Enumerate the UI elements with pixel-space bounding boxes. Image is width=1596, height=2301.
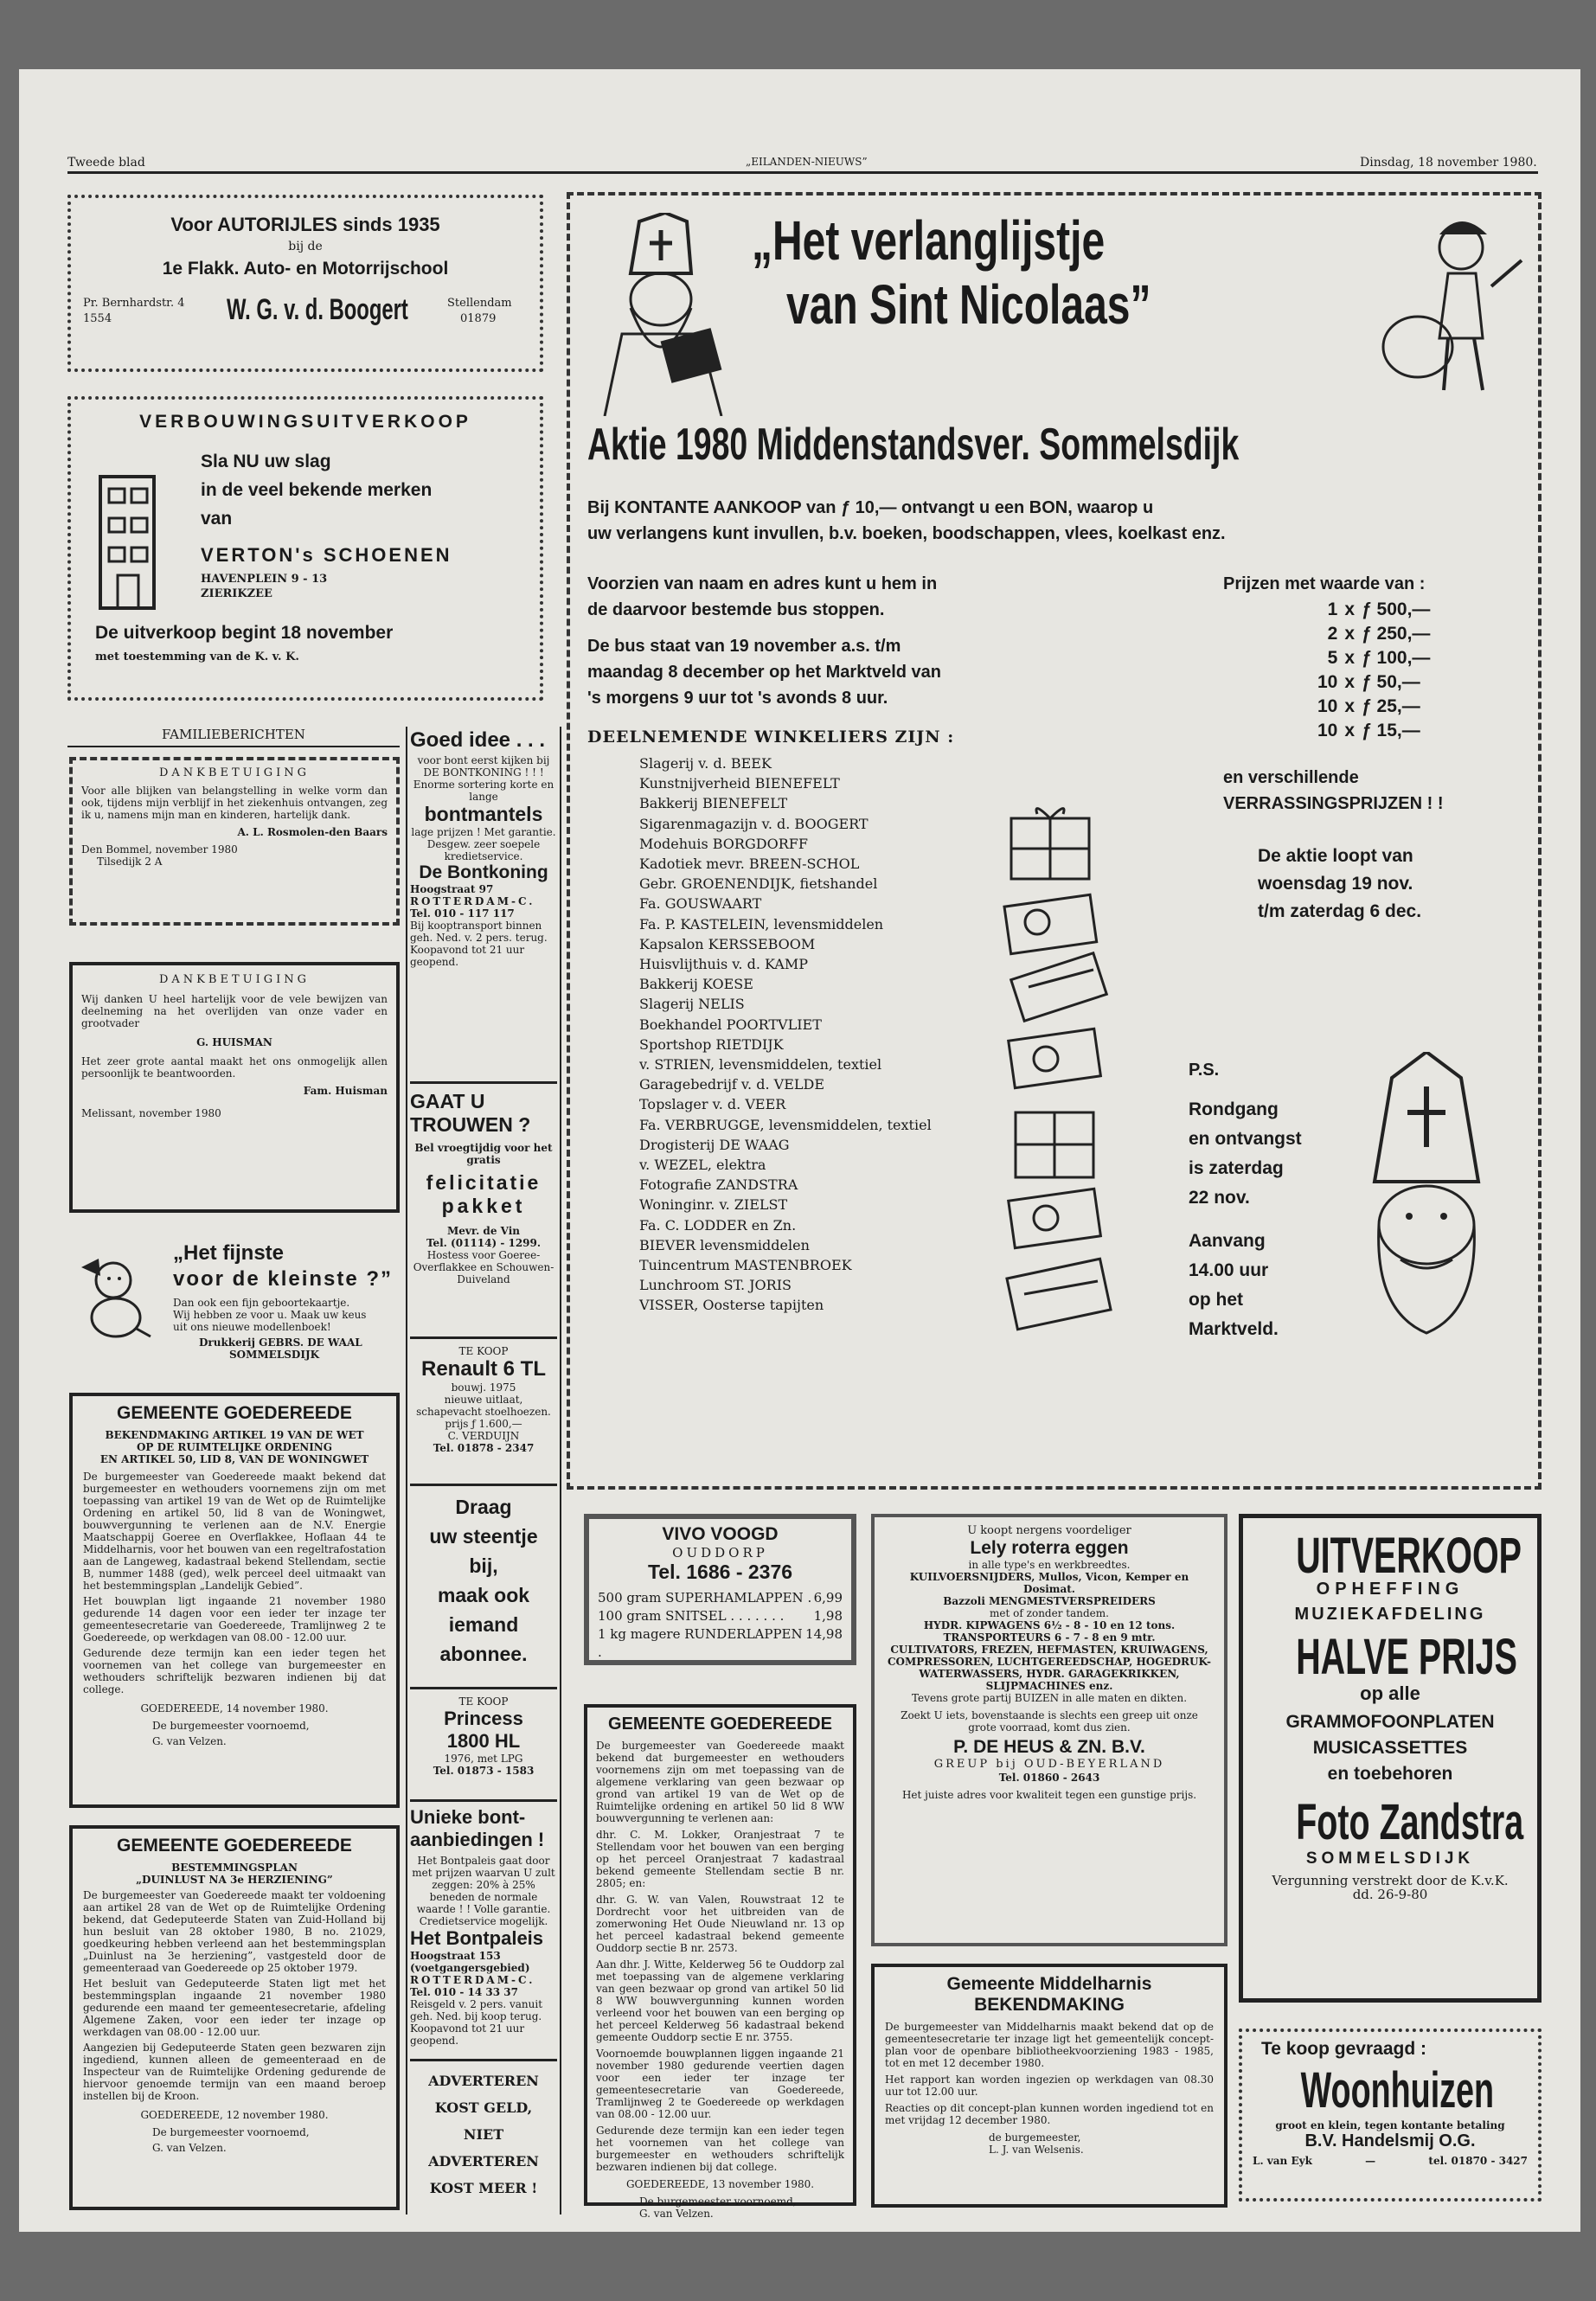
shop-item: Woninginr. v. ZIELST [639,1196,788,1214]
newspaper-page [19,69,1580,2232]
prize-times: x [1344,721,1356,740]
goedidee-t1: voor bont eerst kijken bij DE BONTKONING ! ! ! [417,754,550,779]
sint-intro2: uw verlangens kunt invullen, b.v. boeken, boodschappen, vlees, koelkast enz. [587,524,1226,543]
roterra-t12: GREUP bij OUD-BEYERLAND [933,1758,1165,1771]
goedidee-t2: Enorme sortering korte en lange [413,779,554,803]
goedidee-t3: lage prijzen ! Met garantie. Desgew. zeer soepele kredietservice. [411,826,556,862]
uitverkoop-t7: MUSICASSETTES [1312,1738,1468,1758]
renault-t4: nieuwe uitlaat, [444,1394,523,1406]
trouwen-t2: TROUWEN ? [410,1113,531,1136]
dankbetuiging-2 [69,962,400,1213]
autorijles-left-addr: Pr. Bernhardstr. 4 [83,297,185,310]
fijnste-t3: uit ons nieuwe modellenboek! [173,1321,331,1333]
ad-geboortekaartje [69,1233,400,1375]
vivo-items [598,1589,843,1662]
prize-row [1314,695,1433,719]
prize-table [1314,598,1433,743]
woonhuizen-t5: L. van Eyk [1253,2155,1312,2167]
dankbetuiging-1 [69,757,400,926]
roterra-t8: TRANSPORTEURS 6 - 7 - 8 en 9 mtr. [943,1631,1156,1644]
dank2-text: Wij danken U heel hartelijk voor de vele bewijzen van deelneming na het overlijden van onze vader en grootvader [81,993,388,1029]
woonhuizen-t7: tel. 01870 - 3427 [1428,2155,1528,2167]
princess-t5: Tel. 01873 - 1583 [433,1765,535,1777]
prize-verr2: VERRASSINGSPRIJZEN ! ! [1223,794,1444,813]
ps-8: Marktveld. [1189,1319,1279,1339]
zwarte-piet-icon [1379,208,1535,399]
shop-item: Kapsalon KERSSEBOOM [639,935,816,952]
vivo-item-name: 500 gram SUPERHAMLAPPEN . [598,1590,812,1606]
notice-goedereede-3 [584,1704,856,2220]
familie-title: FAMILIEBERICHTEN [162,727,305,742]
goed1-title: GEMEENTE GOEDEREEDE [117,1403,352,1423]
shop-item: Tuincentrum MASTENBROEK [639,1257,852,1274]
shop-item: Fa. P. KASTELEIN, levensmiddelen [639,915,884,933]
goed3-p5: Voornoemde bouwplannen liggen ingaande 21 november 1980 gedurende veertien dagen voor een ieder ter inzage ter gemeentesecretarie van Goedereede, Tramlijnweg 2 te Goedereede op werkdagen van 08.00 - 12.00 uur. [596,2048,844,2120]
shop-item: BIEVER levensmiddelen [639,1236,810,1253]
trouwen-t3: Bel vroegtijdig voor het gratis [414,1142,553,1166]
autorijles-line2: bij de [288,240,323,253]
sint-deel: DEELNEMENDE WINKELIERS ZIJN : [587,727,955,747]
middelharnis-t2: BEKENDMAKING [974,1995,1125,2015]
goed3-p3: dhr. G. W. van Valen, Rouwstraat 12 te Dordrecht voor het uitbreiden van de zomerwoning Het Oude Nieuwland nr. 13 op het perceel kadastraal bekend gemeente Ouddorp sectie B nr. 2573. [596,1894,844,1954]
middelharnis-s2: L. J. van Welsenis. [989,2144,1084,2156]
shop-item: Fa. VERBRUGGE, levensmiddelen, textiel [639,1116,932,1133]
dank2-title: DANKBETUIGING [159,973,310,986]
shop-item: Boekhandel POORTVLIET [639,1016,822,1033]
ad-vivo-voogd [584,1514,856,1665]
uitverkoop-t6: GRAMMOFOONPLATEN [1285,1712,1495,1732]
goed1-sub1: BEKENDMAKING ARTIKEL 19 VAN DE WET [105,1429,364,1441]
goed2-title: GEMEENTE GOEDEREEDE [117,1836,352,1856]
shop-item: Kadotiek mevr. BREEN-SCHOL [639,856,860,873]
sint-intro1: Bij KONTANTE AANKOOP van ƒ 10,— ontvangt u een BON, waarop u [587,498,1154,517]
goed2-s1: De burgemeester voornoemd, [152,2126,310,2138]
prize-row [1314,646,1433,670]
ps-5: Aanvang [1189,1231,1266,1251]
uitverkoop-t8: en toebehoren [1327,1764,1453,1784]
goed3-p6: Gedurende deze termijn kan een ieder tegen het voornemen van het college van burgemeester en wethouders schriftelijk bezwaren indienen bij dat college. [596,2125,844,2173]
loopt-1: De aktie loopt van [1258,846,1413,866]
uitverkoop-t2: OPHEFFING [1316,1580,1465,1599]
ad-trouwen [410,1090,557,1341]
middelharnis-s1: de burgemeester, [989,2131,1081,2144]
middelharnis-p3: Reacties op dit concept-plan kunnen worden ingediend tot en met vrijdag 12 december 1980. [885,2102,1214,2126]
roterra-t1: U koopt nergens voordeliger [967,1524,1131,1537]
ps-1: Rondgang [1189,1099,1279,1119]
goed2-p3: Aangezien bij Gedeputeerde Staten geen bezwaren zijn ingediend, kunnen alleen de gemeenteraad en de Inspecteur van de Ruimtelijke Ordening gedurende de hiervoor genoemde termijn van een maand beroep instellen bij de Kroon. [83,2041,386,2102]
column-rule-2 [560,727,561,2214]
goedidee-big: bontmantels [424,803,543,825]
verbouwing-addr2: ZIERIKZEE [201,587,272,600]
vivo-item [598,1607,843,1625]
ad-renault [410,1345,557,1484]
autorijles-line1: Voor AUTORIJLES sinds 1935 [170,214,440,235]
ps-6: 14.00 uur [1189,1260,1269,1280]
uitverkoop-t9: Foto Zandstra [1296,1794,1524,1850]
prize-times: x [1344,672,1356,692]
ad-adverteren [410,2067,557,2206]
goed3-s1: De burgemeester voornoemd, [639,2195,797,2208]
goed1-p1: De burgemeester van Goedereede maakt bekend dat burgemeester en wethouders voornemens zijn om met toepassing van artikel 19 van de Wet op de Ruimtelijke Ordening en artikel 50, lid 8 van de Woningwet, bouwvergunning te verlenen aan de N.V. Energie Maatschappij Goeree en Overflakkee, Hoflaan 44 te Middelharnis, voor het bouwen van een regeltrafostation aan de Langeweg, kadastraal bekend Stellendam, sectie B, nummer 1488 (ged), welk perceel deel uitmaakt van het bestemmingsplan „Landelijk Gebied”. [83,1471,386,1592]
sinterklaas-icon [587,213,734,416]
vivo-item-price: 6,99 [813,1590,843,1606]
sint-title2: van Sint Nicolaas” [786,273,1151,336]
goed2-sub1: BESTEMMINGSPLAN [171,1862,298,1874]
sep-6 [410,2059,557,2061]
shop-item: Sportshop RIETDIJK [639,1035,784,1053]
ad-bontkoning [410,728,557,1074]
middelharnis-t1: Gemeente Middelharnis [946,1974,1152,1994]
uitverkoop-t4: HALVE PRIJS [1296,1629,1517,1685]
prize-row [1314,598,1433,622]
draag-l1: Draag [455,1496,512,1518]
goed1-date: GOEDEREEDE, 14 november 1980. [140,1702,329,1715]
ps-label: P.S. [1189,1061,1220,1080]
goed3-p2: dhr. C. M. Lokker, Oranjestraat 7 te Stellendam voor het bouwen van een berging op het perceel Oranjestraat 7 kadastraal bekend gemeente Stellendam sectie B nr. 2805; en: [596,1829,844,1889]
notice-goedereede-1 [69,1393,400,1808]
goed1-s1: De burgemeester voornoemd, [152,1720,310,1732]
loopt-2: woensdag 19 nov. [1258,874,1413,894]
goed2-s2: G. van Velzen. [152,2142,227,2154]
renault-t2: Renault 6 TL [420,1357,546,1381]
sep-1 [410,1081,557,1084]
bontpaleis-t2: Reisgeld v. 2 pers. vanuit geh. Ned. bij koop terug. Koopavond tot 21 uur geopend. [410,1998,543,2047]
autorijles-left-tel: 1554 [83,312,112,325]
shop-list [639,753,951,1316]
sint-b2: maandag 8 december op het Marktveld van [587,663,942,682]
vivo-item [598,1589,843,1607]
roterra-t10: Tevens grote partij BUIZEN in alle maten en dikten. [911,1692,1188,1704]
sep-3 [410,1484,557,1486]
draag-l2: uw steentje [429,1525,538,1548]
renault-t8: Tel. 01878 - 2347 [433,1442,535,1454]
header-rule [67,171,1538,174]
goed3-s2: G. van Velzen. [639,2208,714,2220]
header-center: „EILANDEN-NIEUWS” [746,156,868,168]
shop-item: Garagebedrijf v. d. VELDE [639,1076,824,1093]
prize-row [1314,719,1433,743]
princess-t3: 1800 HL [446,1730,521,1752]
woonhuizen-t3: groot en klein, tegen kontante betaling [1275,2119,1505,2131]
trouwen-t5: pakket [441,1195,526,1217]
ad-roterra [871,1514,1227,1946]
goedidee-name: De Bontkoning [419,862,548,882]
prize-value: ƒ 15,— [1362,721,1420,740]
uitverkoop-t1: UITVERKOOP [1296,1528,1522,1584]
princess-t4: 1976, met LPG [444,1753,523,1765]
roterra-name: P. DE HEUS & ZN. B.V. [953,1737,1145,1757]
ad-bontpaleis [410,1806,557,2057]
ad-uitverkoop [1239,1514,1542,2003]
roterra-t6: met of zonder tandem. [990,1607,1109,1619]
prize-value: ƒ 250,— [1362,624,1431,644]
adverteren-l2: KOST GELD, [434,2099,533,2116]
shop-item: Gebr. GROENENDIJK, fietshandel [639,875,878,893]
roterra-t3: in alle type's en werkbreedtes. [968,1559,1131,1571]
draag-l5: iemand [448,1613,519,1636]
adverteren-l4: ADVERTEREN [428,2153,539,2170]
uitverkoop-t10: SOMMELSDIJK [1305,1849,1475,1868]
goed1-p3: Gedurende deze termijn kan een ieder tegen het voornemen van het college van burgemeester en wethouders schriftelijk bezwaren indienen bij dat college. [83,1647,386,1695]
adverteren-l5: KOST MEER ! [429,2180,538,2196]
verbouwing-l3: van [201,509,233,529]
dank1-sign: A. L. Rosmolen-den Baars [237,826,388,838]
woonhuizen-t4: B.V. Handelsmij O.G. [1304,2131,1476,2150]
trouwen-t1: GAAT U [410,1090,485,1112]
bontpaleis-a3: ROTTERDAM-C. [410,1974,535,1986]
shop-item: Slagerij v. d. BEEK [639,755,772,772]
loopt-3: t/m zaterdag 6 dec. [1258,901,1422,921]
verbouwing-l2: in de veel bekende merken [201,480,433,500]
uitverkoop-t11: Vergunning verstrekt door de K.v.K. [1272,1873,1509,1888]
fijnste-t4: Drukkerij GEBRS. DE WAAL [199,1336,362,1349]
ad-verbouwing [67,396,543,701]
dank2-sign: Fam. Huisman [303,1085,388,1097]
notice-goedereede-2 [69,1825,400,2210]
renault-t6: prijs ƒ 1.600,— [445,1418,522,1430]
prize-times: x [1344,599,1356,619]
goed3-date: GOEDEREEDE, 13 november 1980. [625,2178,815,2190]
shop-item: Fotografie ZANDSTRA [639,1176,798,1194]
vivo-t3: Tel. 1686 - 2376 [647,1561,793,1583]
trouwen-t4: felicitatie [426,1171,542,1194]
uitverkoop-t12: dd. 26-9-80 [1352,1887,1428,1902]
goedidee-a3: Tel. 010 - 117 117 [410,907,515,920]
goed2-sub2: „DUINLUST NA 3e HERZIENING” [136,1874,333,1886]
woonhuizen-t6: — [1365,2155,1376,2167]
prize-times: x [1344,696,1356,716]
goedidee-t4: Bij kooptransport binnen geh. Ned. v. 2 pers. terug. Koopavond tot 21 uur geopend. [410,920,548,968]
bontpaleis-h1: Unieke bont- [410,1806,526,1828]
goed1-sub2: OP DE RUIMTELIJKE ORDENING [136,1441,333,1453]
prize-count: 10 [1317,721,1338,740]
autorijles-right-addr: Stellendam [447,297,512,310]
middelharnis-p2: Het rapport kan worden ingezien op werkdagen van 08.30 uur tot 12.00 uur. [885,2073,1214,2098]
ps-block [1189,1095,1302,1344]
bontpaleis-a4: Tel. 010 - 14 33 37 [410,1986,518,1998]
ad-princess [410,1695,557,1795]
sep-5 [410,1799,557,1802]
goed2-p2: Het besluit van Gedeputeerde Staten ligt met het bestemmingsplan ingaande 21 november 1980 gedurende een maand ter gemeentesecretarie, afdeling Algemene Zaken, voor een ieder ter inzage op werkdagen van 08.00 - 12.00 uur. [83,1977,386,2038]
sinterklaas-head-icon [1340,1052,1504,1337]
princess-t2: Princess [444,1708,523,1729]
dank1-place1: Den Bommel, november 1980 [81,843,238,856]
shop-item: Modehuis BORGDORFF [639,835,808,852]
woonhuizen-t1: Te koop gevraagd : [1261,2039,1426,2059]
prize-count: 2 [1327,624,1338,644]
gifts-and-coins-icon [1003,801,1124,1407]
goed2-p1: De burgemeester van Goedereede maakt ter voldoening aan artikel 28 van de Wet op de Ruimtelijke Ordening bekend, dat Gedeputeerde Staten van Zuid-Holland bij hun besluit van 28 oktober 1980, B no. 21029, goedkeuring hebben verleend aan het bestemmingsplan „Duinlust na 3e herziening”, vastgesteld door de gemeenteraad van Goedereede op 25 oktober 1979. [83,1889,386,1974]
shop-item: Huisvlijthuis v. d. KAMP [639,956,809,973]
prize-value: ƒ 100,— [1362,648,1431,668]
draag-l4: maak ook [437,1584,530,1606]
prize-times: x [1344,624,1356,644]
bontpaleis-t1: Het Bontpaleis gaat door met prijzen waarvan U zult zeggen: 20% à 25% beneden de normale waarde ! ! Volle garantie. Credietservice mogelijk. [412,1855,555,1927]
sint-v1: Voorzien van naam en adres kunt u hem in [587,574,938,593]
prize-times: x [1344,648,1356,668]
shop-item: Fa. GOUSWAART [639,895,762,913]
princess-t1: TE KOOP [458,1695,509,1708]
vivo-item-price: 14,98 [805,1626,843,1642]
trouwen-t6: Mevr. de Vin [446,1225,521,1237]
sint-b3: 's morgens 9 uur tot 's avonds 8 uur. [587,689,888,708]
sint-v2: de daarvoor bestemde bus stoppen. [587,600,885,619]
vivo-item-price: 1,98 [813,1608,843,1624]
goedidee-title: Goed idee . . . [410,728,546,752]
prize-row [1314,670,1433,695]
dank1-place2: Tilsedijk 2 A [97,856,163,868]
shop-item: Topslager v. d. VEER [639,1096,786,1113]
fijnste-h2: voor de kleinste ?” [173,1267,394,1291]
verbouwing-addr1: HAVENPLEIN 9 - 13 [201,573,328,586]
trouwen-t8: Hostess voor Goeree-Overflakkee en Schouwen-Duiveland [413,1249,554,1285]
shop-item: Slagerij NELIS [639,996,745,1013]
vivo-item-name: 1 kg magere RUNDERLAPPEN . [598,1626,803,1660]
ad-draag [410,1492,557,1674]
shop-item: Bakkerij KOESE [639,976,753,993]
goed3-title: GEMEENTE GOEDEREEDE [608,1715,832,1734]
ad-sint-nicolaas [567,192,1542,1490]
shop-item: Kunstnijverheid BIENEFELT [639,775,840,792]
renault-t3: bouwj. 1975 [451,1381,516,1394]
uitverkoop-t5: op alle [1360,1682,1420,1704]
bontpaleis-a1: Hoogstraat 153 [410,1950,501,1962]
shop-item: v. WEZEL, elektra [639,1157,766,1174]
verbouwing-name: VERTON's SCHOENEN [201,544,452,566]
verbouwing-start: De uitverkoop begint 18 november [95,623,394,643]
sint-aktie: Aktie 1980 Middenstandsver. Sommelsdijk [587,420,1240,470]
sep-2 [410,1336,557,1339]
prize-count: 10 [1317,672,1338,692]
goed3-p1: De burgemeester van Goedereede maakt bekend dat burgemeester en wethouders voornemens zijn om met toepassing van de algemene verklaring van geen bezwaar op grond van artikel 19 van de Wet op de Ruimtelijke ordening en artikel 50 lid 8 WW bouwvergunning te verlenen aan: [596,1740,844,1824]
vivo-t2: OUDDORP [672,1545,768,1561]
vivo-t1: VIVO VOOGD [662,1524,779,1544]
vivo-item [598,1625,843,1662]
fijnste-t1: Dan ook een fijn geboortekaartje. [173,1297,350,1309]
verbouwing-l1: Sla NU uw slag [201,452,331,471]
ps-7: op het [1189,1290,1243,1310]
prize-title: Prijzen met waarde van : [1223,574,1426,593]
dank2-place: Melissant, november 1980 [81,1107,221,1119]
bontpaleis-name: Het Bontpaleis [410,1927,544,1949]
notice-middelharnis [871,1964,1227,2208]
woonhuizen-footer [1253,2155,1528,2167]
renault-t7: C. VERDUIJN [447,1430,520,1442]
trouwen-t7: Tel. (01114) - 1299. [426,1237,542,1249]
sint-b1: De bus staat van 19 november a.s. t/m [587,637,901,656]
prize-count: 1 [1327,599,1338,619]
verbouwing-title: VERBOUWINGSUITVERKOOP [139,412,471,432]
fijnste-t5: SOMMELSDIJK [229,1349,320,1361]
sep-4 [410,1687,557,1689]
roterra-t13: Tel. 01860 - 2643 [998,1772,1100,1784]
middelharnis-p1: De burgemeester van Middelharnis maakt bekend dat op de gemeentesecretarie ter inzage ligt het gemeentelijk concept-plan voor de openbare bibliotheekvoorziening 1983 - 1985, tot en met 12 december 1980. [885,2021,1214,2069]
roterra-t5: Bazzoli MENGMESTVERSPREIDERS [943,1595,1156,1607]
dank2-text2: Het zeer grote aantal maakt het ons onmogelijk allen persoonlijk te beantwoorden. [81,1055,388,1080]
shop-item: VISSER, Oosterse tapijten [639,1297,824,1314]
roterra-t11: Zoekt U iets, bovenstaande is slechts een greep uit onze grote voorraad, komt dus zien. [901,1709,1198,1734]
shop-item: Bakkerij BIENEFELT [639,795,788,812]
goed1-p2: Het bouwplan ligt ingaande 21 november 1980 gedurende 14 dagen voor een ieder ter inzage ter gemeentesecretarie van Goedereede, Tramlijnweg 2 te Goedereede, op werkdagen van 08.00 - 12.00 uur. [83,1595,386,1644]
goedidee-a2: ROTTERDAM-C. [410,895,535,907]
draag-l6: abonnee. [439,1643,528,1665]
dank1-title: DANKBETUIGING [159,766,310,779]
roterra-t7: HYDR. KIPWAGENS 6½ - 8 - 10 en 12 tons. [923,1619,1176,1631]
renault-t5: schapevacht stoelhoezen. [416,1406,551,1418]
baby-icon [74,1250,157,1345]
shop-item: Lunchroom ST. JORIS [639,1277,792,1294]
roterra-t14: Het juiste adres voor kwaliteit tegen een gunstige prijs. [901,1789,1197,1801]
goed3-p4: Aan dhr. J. Witte, Kelderweg 56 te Ouddorp zal met toepassing van de algemene verklaring van geen bezwaar op grond van artikel 50 lid 8 WW bouwvergunning kunnen worden verleend voor het bouwen van een berging op het perceel Kelderweg 56 kadastraal bekend gemeente Ouddorp sectie E nr. 3755. [596,1958,844,2043]
dank1-text: Voor alle blijken van belangstelling in welke vorm dan ook, tijdens mijn verblijf in het ziekenhuis ontvangen, zeg ik u, namens mijn man en kinderen, hartelijk dank. [81,785,388,821]
ps-4: 22 nov. [1189,1188,1250,1208]
goed1-s2: G. van Velzen. [152,1735,227,1747]
shop-item: Drogisterij DE WAAG [639,1136,790,1153]
dank2-name: G. HUISMAN [196,1036,272,1048]
verbouwing-perm: met toestemming van de K. v. K. [95,651,299,663]
autorijles-name: W. G. v. d. Boogert [227,293,408,326]
goed2-date: GOEDEREEDE, 12 november 1980. [140,2109,329,2121]
shop-item: v. STRIEN, levensmiddelen, textiel [639,1056,882,1074]
column-rule-1 [406,727,407,2214]
prize-count: 10 [1317,696,1338,716]
prize-count: 5 [1327,648,1338,668]
fijnste-h1: „Het fijnste [173,1241,285,1265]
familie-rule [67,746,400,747]
bontpaleis-a2: (voetgangersgebied) [410,1962,530,1974]
ps-3: is zaterdag [1189,1158,1284,1178]
prize-row [1314,622,1433,646]
bontpaleis-h2: aanbiedingen ! [410,1829,545,1850]
roterra-t2: Lely roterra eggen [970,1538,1129,1558]
sint-title-block [752,208,1375,336]
prize-value: ƒ 25,— [1362,696,1420,716]
autorijles-line3: 1e Flakk. Auto- en Motorrijschool [162,259,449,279]
ad-woonhuizen [1239,2029,1542,2202]
uitverkoop-t3: MUZIEKAFDELING [1294,1605,1486,1624]
adverteren-l1: ADVERTEREN [428,2073,539,2089]
goedidee-a1: Hoogstraat 97 [410,883,494,895]
goed1-sub3: EN ARTIKEL 50, LID 8, VAN DE WONINGWET [99,1453,369,1465]
building-icon [97,473,157,612]
ad-autorijles [67,195,543,372]
autorijles-right-tel: 01879 [460,312,497,325]
roterra-t4: KUILVOERSNIJDERS, Mullos, Vicon, Kemper en Dosimat. [909,1571,1189,1595]
sint-title1: „Het verlanglijstje [752,209,1106,272]
prize-verr1: en verschillende [1223,768,1359,787]
shop-item: Fa. C. LODDER en Zn. [639,1216,797,1234]
prize-value: ƒ 500,— [1362,599,1431,619]
ps-2: en ontvangst [1189,1129,1302,1149]
adverteren-l3: NIET [463,2126,504,2143]
header-left: Tweede blad [67,156,145,170]
vivo-item-name: 100 gram SNITSEL . . . . . . . [598,1608,785,1624]
renault-t1: TE KOOP [458,1345,509,1357]
prize-value: ƒ 50,— [1362,672,1420,692]
draag-l3: bij, [469,1554,498,1577]
fijnste-t2: Wij hebben ze voor u. Maak uw keus [173,1309,367,1321]
woonhuizen-t2: Woonhuizen [1300,2062,1495,2118]
shop-item: Sigarenmagazijn v. d. BOOGERT [639,815,869,832]
header-date: Dinsdag, 18 november 1980. [1360,156,1537,170]
roterra-t9: CULTIVATORS, FREZEN, HEFMASTEN, KRUIWAGENS, COMPRESSOREN, LUCHTGEREEDSCHAP, HOGEDRUK-WATERWASSERS, HYDR. GARAGEKRIKKEN, SLIJPMACHINES enz. [887,1644,1212,1692]
